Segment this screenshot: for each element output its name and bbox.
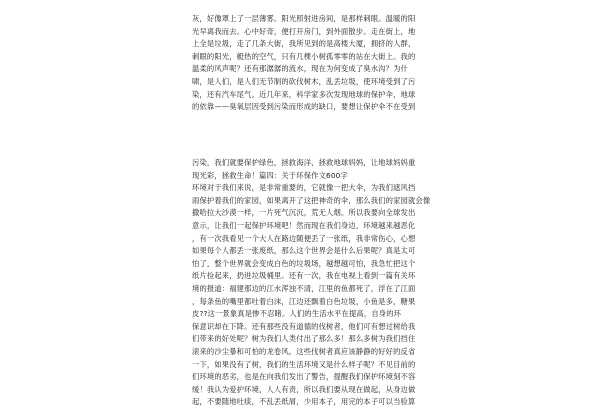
text-line: 纸片捡起来，扔进垃圾桶里。还有一次，我在电视上看到一篇有关环 <box>192 271 416 281</box>
text-line: 灰，好像罩上了一层薄雾。阳光照射进房间，是那样刺眼。温暖的阳 <box>192 14 416 23</box>
text-line: 一下，如果没有了树，我们的生活环境又是什么样子呢？不见目前的 <box>192 359 416 369</box>
text-line: 污染，我们就要保护绿色，拯救海洋，拯救地球妈妈，让地球妈妈重 <box>192 158 416 167</box>
paragraph-2 <box>192 157 431 409</box>
text-line: 现光彩，拯救生命！篇四：关于环保作文600字 <box>192 170 348 180</box>
text-line: 雨保护着我们的家园，如果离开了这把神奇的伞，那么我们的家园就会像 <box>192 195 431 205</box>
text-line: 境的报道：福建那边的江水浑浊不清，江里的鱼都死了，浮在了江面 <box>192 283 416 293</box>
text-line: 刺眼的阳光，艇热的空气，只有几棵小树孤零零的站在大街上。我的 <box>192 51 416 61</box>
text-line: 怕了，整个世界就会变成白色的垃圾场，越想越可怕，我急忙把这个 <box>192 258 416 268</box>
text-line: 撒哈拉大沙漠一样，一片死气沉沉，荒无人烟。所以我要向全球发出 <box>192 208 416 218</box>
text-line: 啸，是人们，是人们无节制的砍伐树木，乱丢垃圾，使环境受到了污 <box>192 76 416 86</box>
text-line: 上全是垃圾，走了几条大街，我所见到的是高楼大厦，拥挤的人群， <box>192 39 416 49</box>
text-line: 皮??这一景象真是惨不忍睹。人们的生活水平在提高，自身的环 <box>192 309 402 319</box>
paragraph-1 <box>192 13 418 114</box>
text-line: 温柔的风声呢？还有那潺潺的流水，现在为何变成了臭水沟？为什 <box>192 64 408 74</box>
text-line: ，每条鱼的嘴里都吐着白沫，江边还飘着白色垃圾，小鱼是多，糖果 <box>192 296 416 306</box>
text-line: 起，不要随地吐痰，不乱丢纸屑，少用本子，用完的本子可以当验算 <box>192 397 416 407</box>
text-line: 缓！我认为爱护环境，人人有责，所以我们要从现在做起，从身边做 <box>192 384 416 394</box>
text-line: 染，还有汽车尾气。近几年来，科学家多次发现地球的保护伞，地球 <box>192 89 416 99</box>
text-line: 滚来的沙尘暴和可怕的龙卷风。这些伐树者真应该静静的好好的反省 <box>192 346 416 356</box>
text-line: 的依靠——臭氧层因受到污染而形成的缺口，要想让保护伞不在受到 <box>192 102 416 112</box>
text-line: ，有一次我看见一个大人在路边随便丢了一张纸，我非常伤心，心想 <box>192 233 416 243</box>
text-line: 们带来的好处呢？树为我们人类付出了那么多！那么多树为我们挡住 <box>192 334 416 344</box>
text-line: 们环境的恶劣，也是在向我们发出了警告，提醒我们保护环境刻不容 <box>192 372 416 382</box>
text-line: 环境对于我们来说，是非常重要的，它就像一把大伞，为我们遮风挡 <box>192 183 416 193</box>
text-line: 如果每个人都丢一张废纸，那么这个世界会是什么后果呢？真是太可 <box>192 246 416 256</box>
text-line: 保意识却在下降。还有那些没有道德的伐树者，他们可有想过树给我 <box>192 321 416 331</box>
text-line: 光早离我而去。心中好奇，便打开房门，到外面散步。走在街上，地 <box>192 26 416 36</box>
text-line: 意示，让我们一起保护环境吧！然而现在我们身边，环境越来越恶化 <box>192 220 416 230</box>
